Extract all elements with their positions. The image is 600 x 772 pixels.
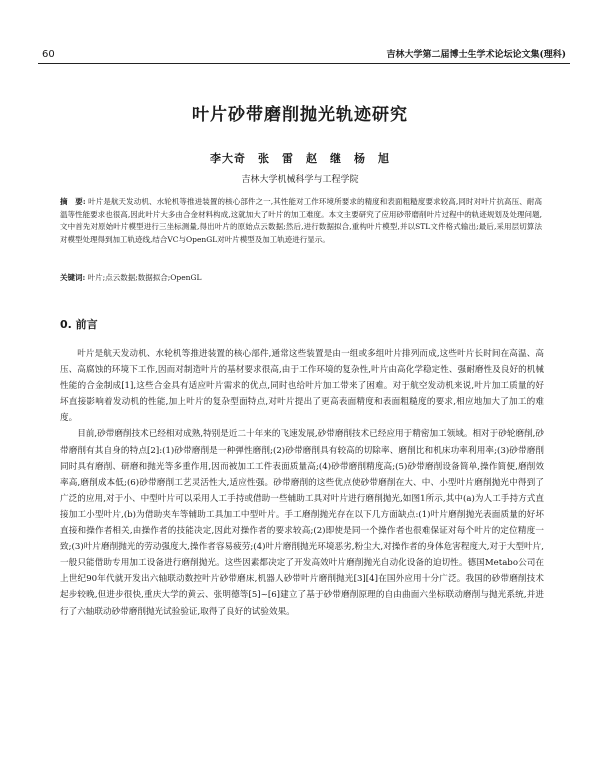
abstract-label: 摘 要:	[60, 197, 86, 206]
paragraph: 目前,砂带磨削技术已经相对成熟,特别是近二十年来的飞速发展,砂带磨削技术已经应用于精密加工领域。相对于砂轮磨削,砂带磨削有其自身的特点[2]:(1)砂带磨削是一种弹性磨削;(2)砂带磨削具有较高的切除率、磨削比和机床功率利用率;(3)砂带磨削同时具有磨削、研磨和抛光等多重作用,因而被加工工件表面质量高;(4)砂带磨削精度高;(5)砂带磨削设备简单,操作简便,磨削效率高,磨削成本低;(6)砂带磨削工艺灵活性大,适应性强。砂带磨削的这些优点使砂带磨削在大、中、小型叶片磨削抛光中得到了广泛的应用,对于小、中型叶片可以采用人工手持或借助一些辅助工具对叶片进行磨削抛光,如图1所示,其中(a)为人工手持方式直接加工小型叶片,(b)为借助夹车等辅助工具加工中型叶片。手工磨削抛光存在以下几方面缺点:(1)叶片磨削抛光表面质量的好坏直接和操作者相关,由操作者的技能决定,因此对操作者的要求较高;(2)即使是同一个操作者也很难保证对每个叶片的定位精度一致;(3)叶片磨削抛光的劳动强度大,操作者容易疲劳;(4)叶片磨削抛光环境恶劣,粉尘大,对操作者的身体危害程度大,对于大型叶片,一般只能借助专用加工设备进行磨削抛光。这些因素都决定了开发高效叶片磨削抛光自动化设备的迫切性。德国Metabo公司在上世纪90年代就开发出六轴联动数控叶片砂带磨床,机器人砂带叶片磨削抛光[3][4]在国外应用十分广泛。我国的砂带磨削技术起步较晚,但进步很快,重庆大学的黄云、张明德等[5]~[6]建立了基于砂带磨削原理的自由曲面六坐标联动磨削与抛光系统,并进行了六轴联动砂带磨削抛光试验验证,取得了良好的试验效果。	[60, 429, 544, 617]
paper-title: 叶片砂带磨削抛光轨迹研究	[192, 105, 408, 125]
body-text	[60, 346, 544, 620]
keywords-text: 叶片;点云数据;数据拟合;OpenGL	[87, 273, 202, 282]
authors: 李大奇 张 雷 赵 继 杨 旭	[210, 152, 390, 165]
abstract	[60, 196, 542, 246]
journal-name: 吉林大学第二届博士生学术论坛论文集(理科)	[386, 50, 566, 60]
abstract-text: 叶片是航天发动机、水轮机等推进装置的核心部件之一,其性能对工作环境所要求的精度和表面粗糙度要求较高,同时对叶片抗高压、耐高温等性能要求也很高,因此叶片大多由合金材料构成,这就加大了叶片的加工难度。本文主要研究了应用砂带磨削叶片过程中的轨迹规划及处理问题,文中首先对原始叶片模型进行三坐标测量,得出叶片的原始点云数据;然后,进行数据拟合,重构叶片模型,并以STL文件格式输出;最后,采用层切算法对模型处理得到加工轨迹线,结合VC与OpenGL对叶片模型及加工轨迹进行显示。	[60, 197, 542, 244]
page-number: 60	[42, 49, 55, 60]
affiliation: 吉林大学机械科学与工程学院	[241, 175, 359, 185]
keywords	[60, 272, 542, 284]
header-rule	[38, 63, 570, 64]
paragraph: 叶片是航天发动机、水轮机等推进装置的核心部件,通常这些装置是由一组或多组叶片排列而成,这些叶片长时间在高温、高压、高腐蚀的环境下工作,因而对制造叶片的基材要求很高,由于工作环境的复杂性,叶片由高化学稳定性、强耐磨性及良好的机械性能的合金制成[1],这些合金具有适应叶片需求的优点,同时也给叶片加工带来了困难。对于航空发动机来说,叶片加工质量的好坏直接影响着发动机的性能,加上叶片的复杂型面特点,对叶片提出了更高表面精度和表面粗糙度的要求,相应地加大了加工的难度。	[60, 349, 544, 424]
keywords-label: 关键词:	[60, 273, 86, 282]
running-header	[38, 46, 570, 64]
section-heading: 0. 前言	[60, 318, 98, 331]
